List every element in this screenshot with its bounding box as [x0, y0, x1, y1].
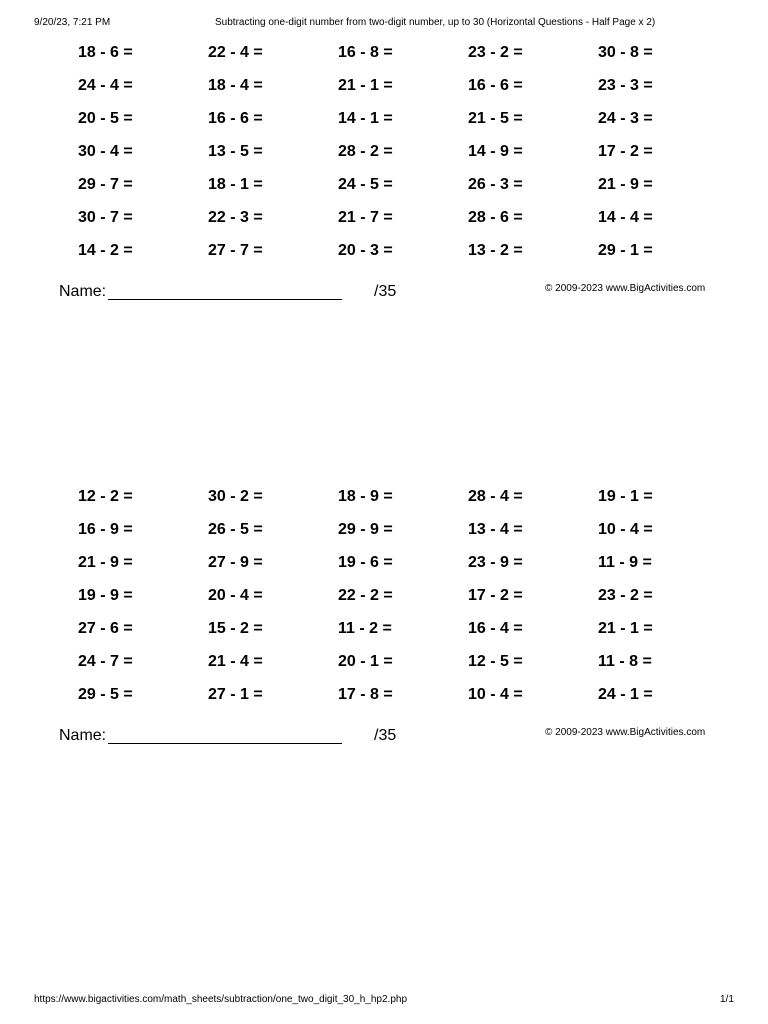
question: 21 - 1 = [598, 620, 653, 637]
question: 30 - 7 = [78, 209, 133, 226]
question: 26 - 5 = [208, 521, 263, 538]
question: 11 - 9 = [598, 554, 652, 571]
score-label: /35 [374, 727, 397, 744]
question: 24 - 4 = [78, 77, 133, 94]
question: 14 - 4 = [598, 209, 653, 226]
question: 21 - 7 = [338, 209, 393, 226]
question: 30 - 8 = [598, 44, 653, 61]
question: 29 - 1 = [598, 242, 653, 259]
worksheet-2 [0, 487, 768, 787]
question: 24 - 3 = [598, 110, 653, 127]
question: 18 - 4 = [208, 77, 263, 94]
question: 17 - 2 = [468, 587, 523, 604]
question: 18 - 6 = [78, 44, 133, 61]
question: 13 - 4 = [468, 521, 523, 538]
question: 20 - 4 = [208, 587, 263, 604]
score-label: /35 [374, 283, 397, 300]
question: 30 - 4 = [78, 143, 133, 160]
question: 21 - 9 = [78, 554, 133, 571]
page-number: 1/1 [720, 994, 734, 1005]
copyright-text: © 2009-2023 www.BigActivities.com [545, 283, 706, 294]
name-label: Name: [59, 727, 107, 744]
question: 16 - 4 = [468, 620, 523, 637]
question: 21 - 5 = [468, 110, 523, 127]
question: 27 - 7 = [208, 242, 263, 259]
question: 10 - 4 = [598, 521, 653, 538]
question: 19 - 6 = [338, 554, 393, 571]
print-date: 9/20/23, 7:21 PM [34, 17, 111, 28]
question: 16 - 6 = [468, 77, 523, 94]
print-title: Subtracting one-digit number from two-digit number, up to 30 (Horizontal Questions - Half Page x 2) [215, 17, 656, 28]
question: 10 - 4 = [468, 686, 523, 703]
question: 18 - 9 = [338, 488, 393, 505]
question: 12 - 2 = [78, 488, 133, 505]
question: 16 - 9 = [78, 521, 133, 538]
question: 13 - 5 = [208, 143, 263, 160]
question: 18 - 1 = [208, 176, 263, 193]
question: 20 - 1 = [338, 653, 393, 670]
question: 30 - 2 = [208, 488, 263, 505]
question: 26 - 3 = [468, 176, 523, 193]
question: 11 - 8 = [598, 653, 652, 670]
question: 16 - 8 = [338, 44, 393, 61]
question: 23 - 3 = [598, 77, 653, 94]
question: 13 - 2 = [468, 242, 523, 259]
question: 21 - 9 = [598, 176, 653, 193]
question: 29 - 9 = [338, 521, 393, 538]
question: 17 - 2 = [598, 143, 653, 160]
question: 20 - 5 = [78, 110, 133, 127]
question: 28 - 6 = [468, 209, 523, 226]
question: 27 - 1 = [208, 686, 263, 703]
question: 16 - 6 = [208, 110, 263, 127]
question: 17 - 8 = [338, 686, 393, 703]
question: 24 - 5 = [338, 176, 393, 193]
question: 27 - 9 = [208, 554, 263, 571]
question: 24 - 1 = [598, 686, 653, 703]
question: 21 - 1 = [338, 77, 393, 94]
question: 19 - 9 = [78, 587, 133, 604]
question: 22 - 3 = [208, 209, 263, 226]
worksheet-1 [0, 43, 768, 343]
question: 20 - 3 = [338, 242, 393, 259]
question: 22 - 2 = [338, 587, 393, 604]
question: 14 - 1 = [338, 110, 393, 127]
question: 12 - 5 = [468, 653, 523, 670]
question: 27 - 6 = [78, 620, 133, 637]
print-url: https://www.bigactivities.com/math_sheets/subtraction/one_two_digit_30_h_hp2.php [34, 994, 408, 1005]
question: 28 - 4 = [468, 488, 523, 505]
question: 15 - 2 = [208, 620, 263, 637]
name-label: Name: [59, 283, 107, 300]
question: 21 - 4 = [208, 653, 263, 670]
question: 14 - 2 = [78, 242, 133, 259]
name-line [108, 299, 342, 300]
question-grid [78, 43, 728, 274]
question: 14 - 9 = [468, 143, 523, 160]
question: 23 - 9 = [468, 554, 523, 571]
question: 22 - 4 = [208, 44, 263, 61]
question: 11 - 2 = [338, 620, 392, 637]
question: 28 - 2 = [338, 143, 393, 160]
question-grid [78, 487, 728, 718]
name-line [108, 743, 342, 744]
question: 19 - 1 = [598, 488, 653, 505]
question: 24 - 7 = [78, 653, 133, 670]
question: 29 - 5 = [78, 686, 133, 703]
question: 23 - 2 = [468, 44, 523, 61]
question: 23 - 2 = [598, 587, 653, 604]
question: 29 - 7 = [78, 176, 133, 193]
copyright-text: © 2009-2023 www.BigActivities.com [545, 727, 706, 738]
